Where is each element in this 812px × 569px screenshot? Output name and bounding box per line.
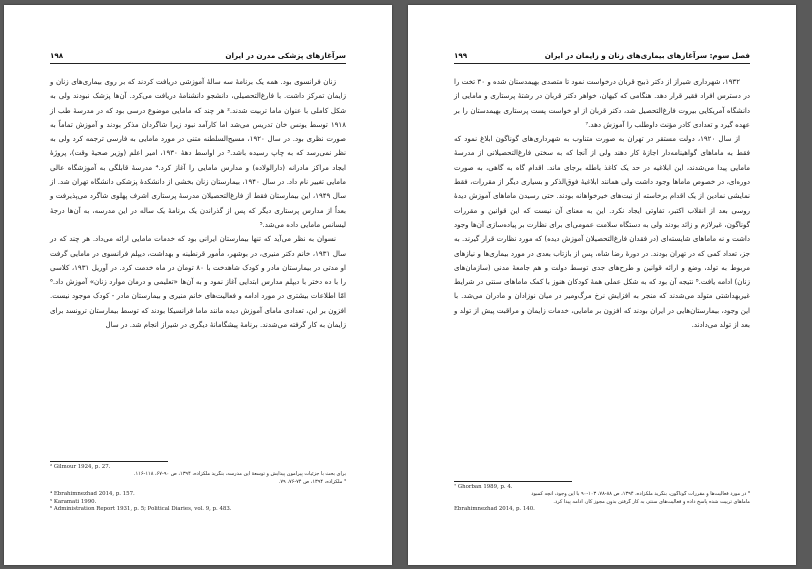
footnote: ⁸ در مورد فعالیت‌ها و مقررات گوناگون، بنگرید ملکزاده، ۱۳۹۴، ص ۸۸-۷۸، ۱۰۳-۹۰ با این وجود، آنچه کمبود [531, 491, 750, 498]
footnotes [50, 464, 346, 513]
page-number: ۱۹۸ [50, 51, 64, 60]
footnote: ⁷ Ghorban 1989, p. 4. [454, 484, 513, 490]
footnotes [454, 484, 750, 514]
footnote-rule [50, 461, 168, 462]
footnote: ² Gilmour 1924, p. 27. [50, 464, 111, 470]
running-header [454, 49, 750, 64]
body-text [454, 75, 750, 332]
running-header [50, 49, 346, 64]
paragraph: زنان فرانسوی بود. همه یک برنامهٔ سه سالهٔ آموزشی دریافت کردند که بر روی بیماری‌های زنان و زایمان تمرکز داشت. با فارغ‌التحصیلی، دانشجو دانشنامهٔ دریافت می‌کرد. آن‌ها پزشک نبودند ولی به شکل کاملی با عنوان ماما تربیت شدند.² هر چند که مامایی موضوع درسی بود که در مدرسهٔ طب از ۱۹۱۸ توسط یونس خان تدریس می‌شد اما کارآمد نبود زیرا شاگردان مذکر بودند و آموزش تماماً به صورت نظری بود. در سال ۱۹۲۰، مسیح‌السلطنه متنی در مورد مامایی به فارسی ترجمه کرد ولی به نظر نمی‌رسد که به چاپ رسیده باشد.³ در اواسط دههٔ ۱۹۳۰، امیر اعلم (وزیر صحیهٔ وقت)، پروژهٔ ایجاد مراکز مادرانه (دارالولاده) و مدارس مامایی را آغاز کرد.⁴ مدرسهٔ قابلگی به آموزشگاه عالی مامایی تغییر نام داد. در سال ۱۹۴۰، بیمارستان زنان بخشی از دانشکدهٔ پزشکی دانشگاه تهران شد. از سال ۱۹۴۹، این بیمارستان فقط از فارغ‌التحصیلان مدرسهٔ پرستاری اشرف پهلوی شاگرد می‌پذیرفت و بعداً از مدارس پرستاری دیگر که پس از گذراندن یک برنامهٔ یک ساله در این مدرسه، به آن‌ها درجهٔ لیسانس مامایی داده می‌شد.⁵ [50, 77, 346, 229]
footnote: ³ ملکزاده، ۱۳۹۴، ص ۷۴-۷۶، ۷۹. [278, 478, 346, 485]
right-page [408, 5, 796, 565]
footnote-rule [454, 481, 572, 482]
paragraph: ۱۹۳۲، شهرداری شیراز از دکتر ذبیح قربان درخواست نمود تا متصدی بهیمدستان شده و ۳۰ تخت را در دسترس افراد فقیر قرار دهد. هنگامی که کیهان، خواهر دکتر قربان در رشتهٔ پرستاری و مامایی از دانشگاه آمریکایی بیروت فارغ‌التحصیل شد، دکتر قربان از او خواست پست پرستاری بهیمدستان را بر عهده گیرد و تعدادی کادر مؤنث داوطلب را آموزش دهد.⁷ [454, 77, 750, 129]
paragraph: نسوان به نظر می‌آید که تنها بیمارستان ایرانی بود که خدمات مامایی ارائه می‌داد. هر چند که در سال ۱۹۳۱، خانم دکتر منیری، در بوشهر، مأمور قرنطینه و بهداشت، دیپلم فرانسوی در مامایی گرفت او مدتی در بیمارستان مادر و کودک شاهدخت با ۸۰ تومان در ماه خدمت کرد. در آوریل ۱۹۳۱، کلاسی را با ده دختر با دیپلم مدارس ابتدایی آغاز نمود و به آن‌ها «تعلیمی و درمان موارد زنان» آموزش داد.⁶ امّا اطلاعات بیشتری در مورد ادامه و فعالیت‌های خانم منیری و بیمارستان مادر - کودک موجود نیست. افزون بر این، تعدادی مامای آموزش دیده مانند ماما فرانسیکا بودند که توسط بیمارستان ترونسد برای زایمان به کار گرفته می‌شدند. برنامهٔ پیشگامانهٔ دیگری در شیراز انجام شد. در سال [50, 234, 347, 330]
footnote: ⁵ Karamati 1990. [50, 498, 97, 505]
footnote: برای بحث با جزئیات پیرامون پیدایش و توسعهٔ این مدرسه، بنگرید ملکزاده، ۱۳۹۴، ص ۹۰-۶۷، ۱۱۸-۱۱۶. [133, 471, 346, 478]
footnote: ⁶ Administration Report 1931, p. 5; Political Diaries, vol. 9, p. 483. [50, 506, 232, 513]
body-text [50, 75, 346, 332]
paragraph: از سال ۱۹۲۰، دولت مستقر در تهران به صورت متناوب به شهرداری‌های گوناگون ابلاغ نمود که فقط به ماماهای گواهینامه‌دار اجازهٔ کار دهند ولی از آنجا که به سختی فارغ‌التحصیلانی از مدرسهٔ مامایی پیدا می‌شدند، این ابلاغیه در حد یک کاغذ باطله برجای ماند. اقدام گاه به گاهی، به صورت دوره‌ای، در خصوص ماماها وجود داشت ولی همانند ابلاغیهٔ فوق‌الذکر و بسیاری دیگر از مقررات، فقط نمایشی نمادین از یک اقدام برخاسته از نیت‌های خیرخواهانه بودند. حتی رسیدن ماماهای آموزش دیدهٔ روسی بعد از انقلاب اکتبر، تفاوتی ایجاد نکرد. این به معنای آن نیست که این قوانین و مقررات گوناگون، غیرلازم و زائد بودند ولی به دستگاه سلامت عمومی‌ای برای نظارت بر پیاده‌سازی آن‌ها وجود داشت و نه ماماهای شایسته‌ای (در فقدان فارغ‌التحصیلان آموزش دیده) که مورد نظارت قرار گیرند. به جز، تعداد کمی که در تهران بودند. در دورهٔ رضا شاه، پس از بازتاب بعدی در مورد بیماری‌ها و نیازهای مربوط به تولد، وضع و ارائه قوانین و طرح‌های جدی توسط دولت و هم جامعهٔ مدنی (سازمان‌های زنان) ادامه یافت.⁸ نتیجه آن بود که به شکل عملی همهٔ کودکان هنوز با کمک ماماهای سنتی در شرایط غیربهداشتی متولد می‌شدند که منجر به افزایش نرخ مرگ‌ومیر در میان نوزادان و مادران می‌شد. با این وجود، بیمارستان‌هایی در ایران بودند که افزون بر مامایی، خدمات زایمان و مراقبت پیش از تولد و بعد از تولد می‌دادند. [454, 134, 750, 330]
footnote: Ebrahimnezhad 2014, p. 140. [454, 506, 535, 513]
running-header-title: سرآغازهای پزشکی مدرن در ایران [225, 51, 346, 60]
running-header-title: فصل سوم: سرآغازهای بیماری‌های زنان و زایمان در ایران [544, 51, 750, 60]
footnote: ⁴ Ebrahimnezhad 2014, p. 157. [50, 491, 135, 498]
left-page [4, 5, 392, 565]
page-number: ۱۹۹ [454, 51, 468, 60]
footnote: ماماهای تربیت شده پاسخ داده و فعالیت‌های سنتی به کار گرفتن بدون مجوز کار، ادامه پیدا کرد. [553, 498, 750, 505]
